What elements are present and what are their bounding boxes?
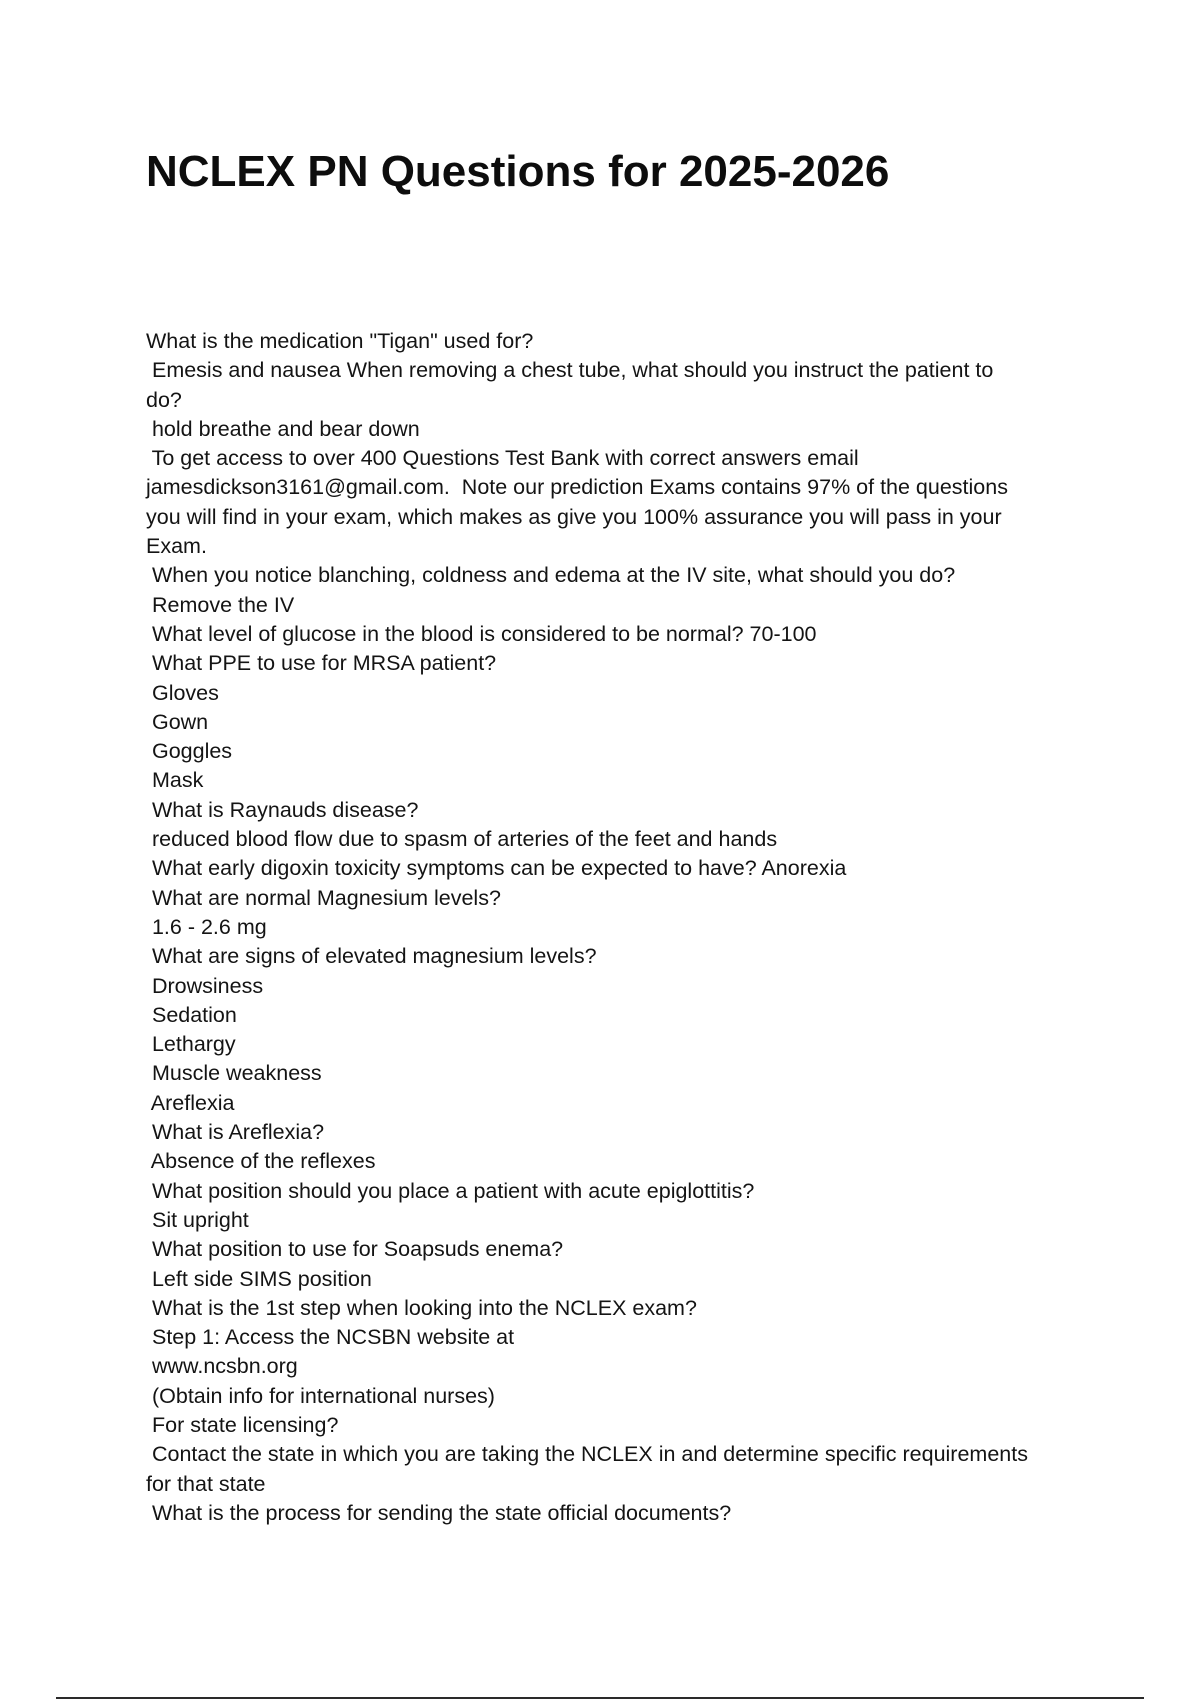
text-line: Muscle weakness (146, 1061, 322, 1086)
text-line: Goggles (146, 739, 233, 764)
text-line: (Obtain info for international nurses) (146, 1383, 495, 1408)
text-line: Absence of the reflexes (146, 1149, 376, 1174)
text-line: Areflexia (146, 1090, 235, 1115)
text-line: www.ncsbn.org (146, 1354, 298, 1379)
text-line: hold breathe and bear down (146, 416, 420, 441)
text-line: Gown (146, 709, 209, 734)
text-line: What PPE to use for MRSA patient? (146, 651, 497, 676)
text-line: To get access to over 400 Questions Test Bank with correct answers email (146, 446, 859, 471)
text-line: Sit upright (146, 1207, 249, 1232)
text-line: What is the medication "Tigan" used for? (146, 329, 534, 353)
text-line: When you notice blanching, coldness and edema at the IV site, what should you do? (146, 563, 956, 588)
text-line: What is Areflexia? (146, 1120, 325, 1145)
text-line: Lethargy (146, 1032, 236, 1057)
text-line: Contact the state in which you are taking the NCLEX in and determine specific requirements (146, 1442, 1028, 1467)
document-body (146, 327, 1076, 1528)
text-line: Exam. (146, 534, 207, 559)
text-line: What position should you place a patient with acute epiglottitis? (146, 1178, 755, 1203)
text-line: reduced blood flow due to spasm of arteries of the feet and hands (146, 827, 778, 852)
text-line: do? (146, 387, 182, 412)
text-line: you will find in your exam, which makes as give you 100% assurance you will pass in your (146, 504, 1002, 529)
text-line: Drowsiness (146, 973, 264, 998)
text-line: What early digoxin toxicity symptoms can be expected to have? Anorexia (146, 856, 847, 881)
text-line: Emesis and nausea When removing a chest tube, what should you instruct the patient to (146, 358, 994, 383)
text-line: For state licensing? (146, 1412, 339, 1437)
text-line: What is the 1st step when looking into the NCLEX exam? (146, 1295, 697, 1320)
text-line: Mask (146, 768, 204, 793)
text-line: Gloves (146, 680, 219, 705)
text-line: What position to use for Soapsuds enema? (146, 1237, 564, 1262)
text-line: What is the process for sending the state official documents? (146, 1500, 732, 1525)
text-line: What are normal Magnesium levels? (146, 885, 501, 910)
text-line: Remove the IV (146, 592, 295, 617)
text-line: What level of glucose in the blood is considered to be normal? 70-100 (146, 621, 817, 646)
text-line: What is Raynauds disease? (146, 797, 419, 822)
text-line: Left side SIMS position (146, 1266, 372, 1291)
text-line: Step 1: Access the NCSBN website at (146, 1325, 515, 1350)
page-divider (56, 1697, 1144, 1699)
text-line: 1.6 - 2.6 mg (146, 914, 267, 939)
text-line: Sedation (146, 1002, 237, 1027)
text-line: jamesdickson3161@gmail.com. Note our prediction Exams contains 97% of the questions (146, 475, 1008, 500)
text-line: What are signs of elevated magnesium levels? (146, 944, 597, 969)
page-title: NCLEX PN Questions for 2025-2026 (146, 147, 890, 196)
text-line: for that state (146, 1471, 266, 1496)
